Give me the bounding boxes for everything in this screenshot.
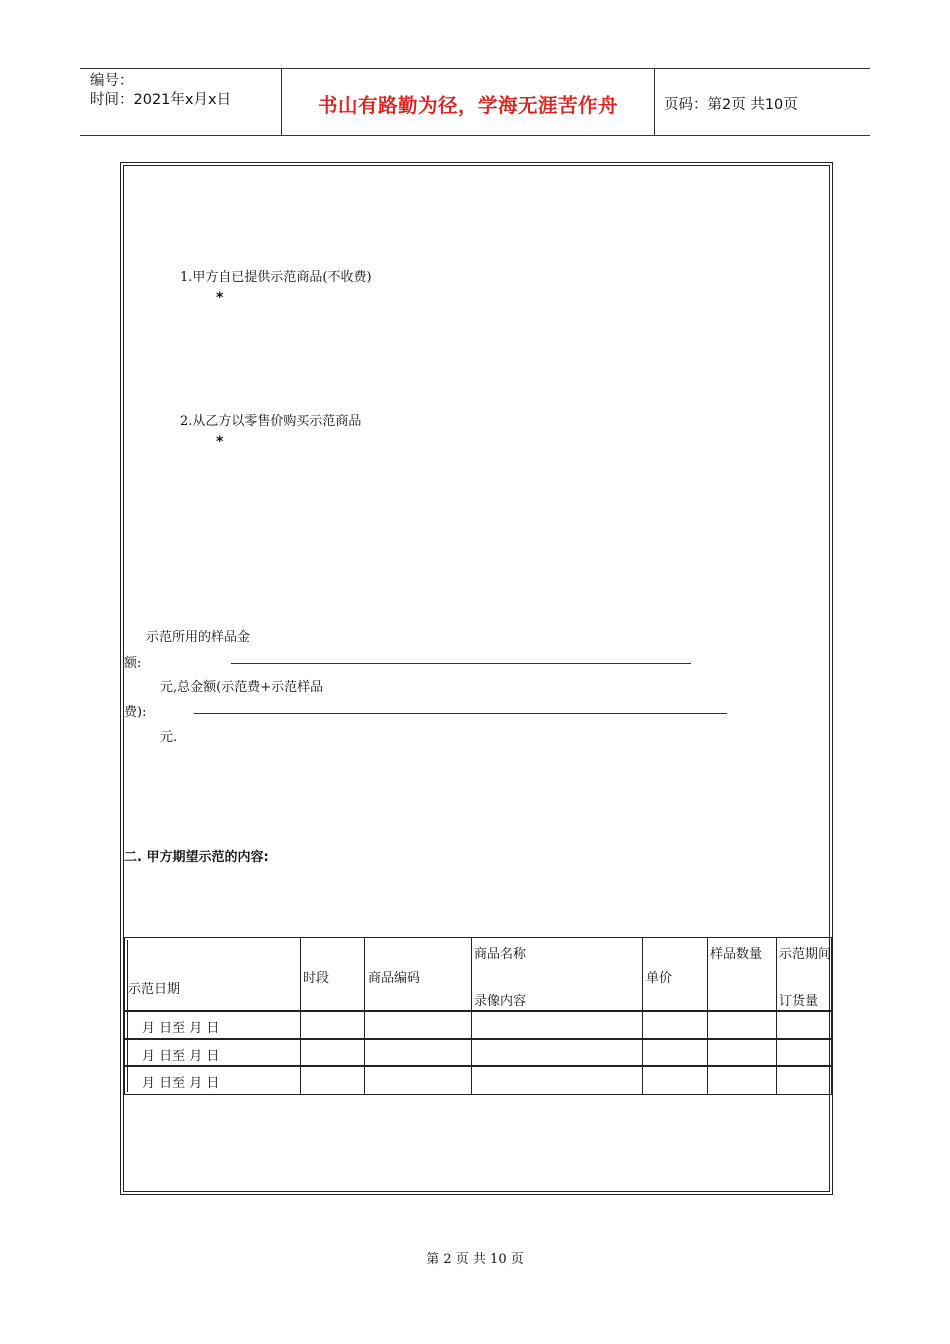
sample-amount-label-1: 示范所用的样品金 xyxy=(146,630,251,645)
row-sep xyxy=(124,1010,831,1012)
time-label: 时间：2021年x月x日 xyxy=(90,92,232,108)
col-sep xyxy=(776,937,777,1094)
header-motto: 书山有路勤为径，学海无涯苦作舟 xyxy=(317,94,618,117)
total-amount-blank[interactable] xyxy=(194,713,727,714)
th-name-line1: 商品名称 xyxy=(474,947,527,962)
th-qty: 样品数量 xyxy=(710,947,763,962)
row-sep xyxy=(124,1038,831,1040)
col-sep xyxy=(127,940,128,1092)
fee-label: 费): xyxy=(124,705,147,720)
table-row-date: 月 日至 月 日 xyxy=(142,1049,220,1064)
option-2-mark: * xyxy=(216,434,224,450)
col-sep xyxy=(364,937,365,1094)
serial-label: 编号： xyxy=(90,73,134,89)
col-sep xyxy=(707,937,708,1094)
header-bottom-rule xyxy=(80,135,870,136)
th-code: 商品编码 xyxy=(368,971,421,986)
unit-end-label: 元. xyxy=(160,730,178,745)
col-sep xyxy=(642,937,643,1094)
th-order-line2: 订货量 xyxy=(779,994,819,1009)
sample-amount-label-2: 额: xyxy=(124,656,142,671)
col-sep xyxy=(300,937,301,1094)
row-sep xyxy=(124,1065,831,1067)
header-top-rule xyxy=(80,68,870,69)
header-divider-right xyxy=(654,69,655,136)
th-name-line2: 录像内容 xyxy=(474,994,527,1009)
header-meta xyxy=(90,72,231,110)
th-date: 示范日期 xyxy=(128,982,181,997)
table-row-date: 月 日至 月 日 xyxy=(142,1021,220,1036)
page-footer: 第 2 页 共 10 页 xyxy=(426,1252,524,1267)
sample-amount-blank[interactable] xyxy=(231,663,691,664)
col-sep xyxy=(471,937,472,1094)
th-period: 时段 xyxy=(303,971,330,986)
unit-total-label: 元,总金额(示范费+示范样品 xyxy=(160,680,324,695)
section-two-title: 二. 甲方期望示范的内容: xyxy=(124,850,269,865)
table-row-date: 月 日至 月 日 xyxy=(142,1076,220,1091)
option-1-label: 1.甲方自已提供示范商品(不收费) xyxy=(180,270,372,285)
option-1-mark: * xyxy=(216,290,224,306)
header-page-label: 页码：第2页 共10页 xyxy=(664,97,798,113)
th-price: 单价 xyxy=(646,971,673,986)
th-order-line1: 示范期间 xyxy=(779,947,832,962)
option-2-label: 2.从乙方以零售价购买示范商品 xyxy=(180,414,362,429)
